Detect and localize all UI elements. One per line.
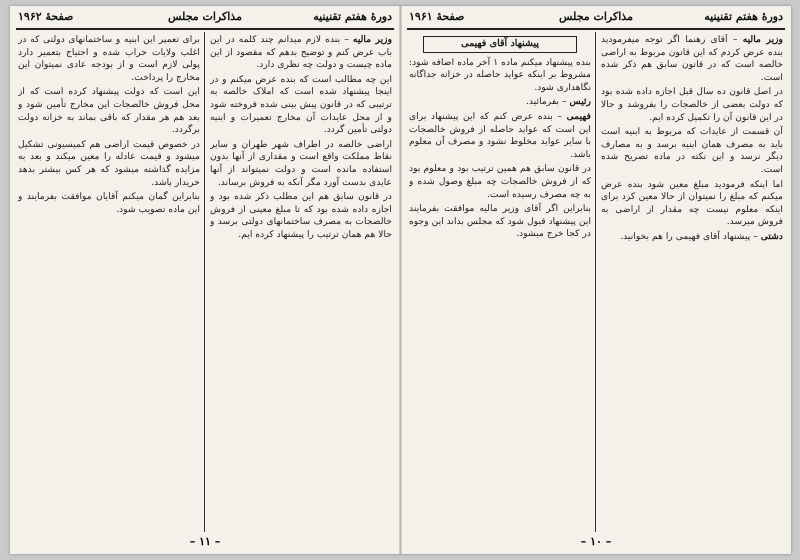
speaker-name: وزیر مالیه [352,34,392,45]
paragraph [409,96,591,109]
right-header-title: مذاکرات مجلس [559,10,633,23]
right-page-header [407,10,785,28]
paragraph [409,203,591,241]
paragraph-text: اما اینکه فرمودید مبلغ معین شود بنده عرض میکنم که مبلغ را نمیتوان از حالا معین کرد برای اینکه معلوم نیست چه مقدار از اراضی به فروش میرسد. [601,178,783,228]
paragraph [210,191,392,241]
paragraph-text: آن قسمت از عایدات که مربوط به ابنیه است باید به مصرف همان ابنیه برسد و به مصارف دیگر نرسد و این نکته در ماده تصریح شده است. [601,126,783,175]
paragraph [601,231,783,244]
paragraph [409,57,591,95]
paragraph-text: اراضی خالصه در اطراف شهر طهران و سایر نقاط مملکت واقع است و مقداری از آنها بدون استفاده مانده است و دولت نمیتواند از آنها عایدی بدست آورد مگر آنکه به فروش برساند. [210,138,392,188]
right-column-divider [595,32,596,532]
speaker-name: فهیمی [566,110,591,122]
paragraph-text: در اصل قانون ده سال قبل اجازه داده شده بود که دولت بعضی از خالصجات را بفروشد و حالا در این قانون آن را تکمیل کرده ایم. [601,86,783,123]
paragraph-text: در قانون سابق هم این مطلب ذکر شده بود و اجازه داده شده بود که تا مبلغ معینی از فروش خالصجات به مصرف ساختمانهای دولتی برسد و حالا هم همان ترتیب را پیشنهاد کرده ایم. [210,191,392,240]
speaker-name: رئیس [569,96,591,108]
paragraph-text: – آقای رهنما اگر توجه میفرمودید بنده عرض کردم که این قانون مربوط به اراضی خالصه است که در قانون سابق هم ذکر شده است. [601,34,783,83]
paragraph-text: بنابراین اگر آقای وزیر مالیه موافقت بفرمایند این پیشنهاد قبول شود که مجلس بداند این وجوه در کجا خرج میشود. [409,203,591,240]
paragraph [210,139,392,189]
section-heading: پیشنهاد آقای فهیمی [423,36,577,53]
paragraph [409,163,591,201]
right-header-rule [407,28,785,30]
left-page [10,6,400,554]
right-page-right-column [601,34,783,532]
paragraph [409,111,591,161]
left-header-session: دورهٔ هفتم تقنینیه [313,10,392,23]
right-page-folio: – ۱۰ – [580,535,612,548]
paragraph-text: این چه مطالب است که بنده عرض میکنم و در اینجا پیشنهاد شده است که املاک خالصه به ترتیبی که در قانون پیش بینی شده فروخته شود و از محل عایدات آن مخارج تعمیرات و ابنیه دولتی تأمین گردد. [210,73,392,136]
paragraph [18,34,200,84]
paragraph [18,191,200,216]
paragraph-text: – بفرمائید. [526,96,567,108]
paragraph [601,86,783,124]
paragraph-text: – بنده لازم میدانم چند کلمه در این باب عرض کنم و توضیح بدهم که مقصود از این ماده چیست و دولت چه نظری دارد. [210,34,392,71]
paragraph-text: – پیشنهاد آقای فهیمی را هم بخوانید. [620,230,758,242]
paragraph-text: در خصوص قیمت اراضی هم کمیسیونی تشکیل میشود و قیمت عادله را معین میکند و بعد به مزایده گذاشته میشود که هر کس بیشتر بدهد خریدار باشد. [18,138,200,188]
left-header-rule [16,28,394,30]
right-page-left-column [409,34,591,532]
paragraph [18,86,200,136]
right-page [401,6,791,554]
paragraph-text: بنده پیشنهاد میکنم ماده ۱ آخر ماده اضافه شود: مشروط بر اینکه عواید حاصله در خزانه جداگانه نگاهداری شود. [409,56,591,93]
left-column-divider [204,32,205,532]
paragraph [601,179,783,229]
paragraph [210,34,392,72]
paragraph-text: در قانون سابق هم همین ترتیب بود و معلوم بود که از فروش خالصجات چه مبلغ وصول شده و به چه مصرف رسیده است. [409,163,591,200]
paragraph [601,34,783,84]
paragraph-text: – بنده عرض کنم که این پیشنهاد برای این است که عواید حاصله از فروش خالصجات با سایر عواید مخلوط نشود و مصرف آن معلوم باشد. [409,110,591,160]
left-header-title: مذاکرات مجلس [168,10,242,23]
left-header-page-number: صفحهٔ ۱۹۶۲ [18,10,74,23]
paragraph-text: این است که دولت پیشنهاد کرده است که از محل فروش خالصجات این مخارج تأمین شود و بعد هم هر مقدار که باقی بماند به خزانه دولت برگردد. [18,86,200,136]
speaker-name: وزیر مالیه [742,34,783,45]
paragraph-text: برای تعمیر این ابنیه و ساختمانهای دولتی که در اغلب ولایات خراب شده و احتیاج بتعمیر دارد پولی لازم است و از بودجه عادی نمیتوان این مخارج را پرداخت. [18,34,200,83]
right-header-page-number: صفحهٔ ۱۹۶۱ [409,10,465,23]
paragraph [210,74,392,137]
paragraph [18,139,200,189]
document-spread [10,6,791,554]
left-page-left-column [18,34,200,532]
left-page-header [16,10,394,28]
left-page-right-column [210,34,392,532]
right-header-session: دورهٔ هفتم تقنینیه [704,10,783,23]
left-page-folio: – ۱۱ – [189,535,221,548]
speaker-name: دشتی [760,230,783,242]
paragraph-text: بنابراین گمان میکنم آقایان موافقت بفرمایند و این ماده تصویب شود. [18,191,200,215]
paragraph [601,126,783,176]
